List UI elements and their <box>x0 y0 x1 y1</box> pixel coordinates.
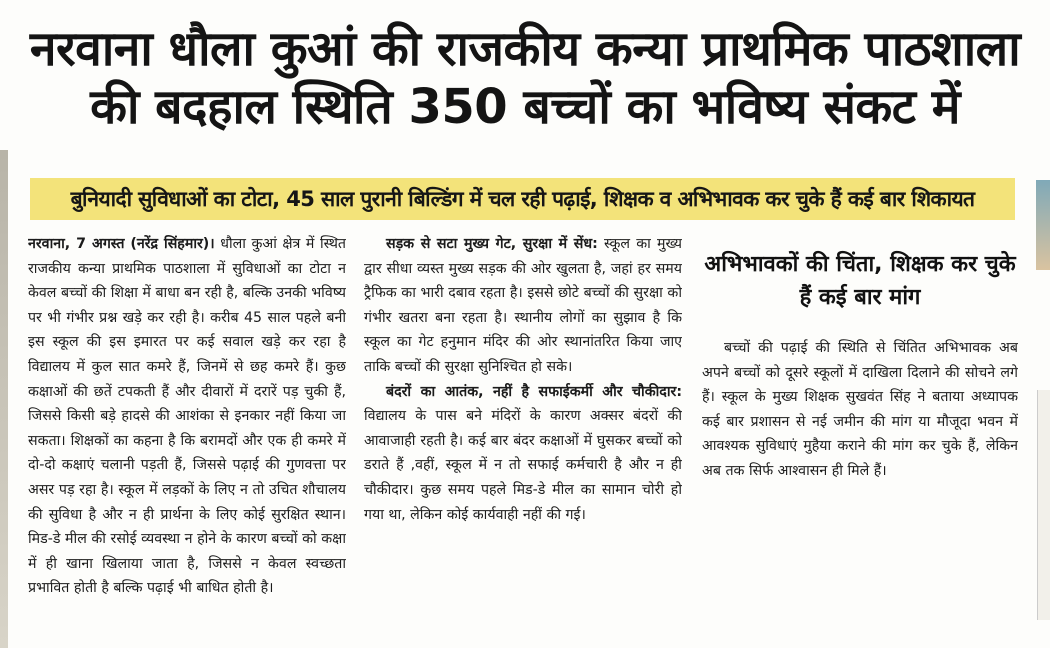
subheading-monkeys: बंदरों का आतंक, नहीं है सफाईकर्मी और चौकीदार: <box>386 383 682 400</box>
subheading-main-gate: सड़क से सटा मुख्य गेट, सुरक्षा में सेंध: <box>386 236 598 252</box>
adjacent-page-edge-left <box>0 150 8 648</box>
article-column-3 <box>702 232 1018 642</box>
subheadline-banner: बुनियादी सुविधाओं का टोटा, 45 साल पुरानी बिल्डिंग में चल रही पढ़ाई, शिक्षक व अभिभावक कर चुके हैं कई बार शिकायत <box>30 178 1015 220</box>
para-1-text: धौला कुआं क्षेत्र में स्थित राजकीय कन्या प्राथमिक पाठशाला में सुविधाओं का टोटा न केवल बच्चों की शिक्षा में बाधा बन रही है, बल्कि उनकी भविष्य पर भी गंभीर प्रश्न खड़े कर रही है। करीब 45 साल पहले बनी इस स्कूल की इस इमारत पर कई सवाल खड़े कर रहा है विद्यालय में कुल सात कमरे हैं, जिनमें से छह कमरे हैं। कुछ कक्षाओं की छतें टपकती हैं और दीवारों में दरारें पड़ चुकी हैं, जिससे किसी बड़े हादसे की आशंका से इनकार नहीं किया जा सकता। शिक्षकों का कहना है कि बरामदों और एक ही कमरे में दो-दो कक्षाएं चलानी पड़ती हैं, जिससे पढ़ाई की गुणवत्ता पर असर पड़ रहा है। स्कूल में लड़कों के लिए न तो उचित शौचालय की सुविधा है और न ही प्रार्थना के लिए कोई सुरक्षित स्थान। मिड-डे मील की रसोई व्यवस्था न होने के कारण बच्चों को कक्षा में ही खाना खिलाया जाता है, जिससे न केवल स्वच्छता प्रभावित होती है बल्कि पढ़ाई भी बाधित होती है। <box>28 236 346 597</box>
headline-line-2: की बदहाल स्थिति 350 बच्चों का भविष्य संकट में <box>90 79 960 135</box>
article-para-2 <box>364 232 682 380</box>
article-column-2 <box>364 232 682 642</box>
section-heading-parents: अभिभावकों की चिंता, शिक्षक कर चुके हैं कई बार मांग <box>704 252 1016 310</box>
article-column-1 <box>28 232 346 642</box>
adjacent-column-edge-right <box>1037 390 1050 620</box>
adjacent-photo-edge-right <box>1036 180 1050 270</box>
article-para-4: बच्चों की पढ़ाई की स्थिति से चिंतित अभिभावक अब अपने बच्चों को दूसरे स्कूलों में दाखिला दिलाने की सोचने लगे हैं। स्कूल के मुख्य शिक्षक सुखवंत सिंह ने बताया अध्यापक कई बार प्रशासन से नई जमीन की मांग या मौजूदा भवन में आवश्यक सुविधाएं मुहैया कराने की मांग कर चुके हैं, लेकिन अब तक सिर्फ आश्वासन ही मिले हैं। <box>702 340 1018 479</box>
para-3-text: विद्यालय के पास बने मंदिरों के कारण अक्सर बंदरों की आवाजाही रहती है। कई बार बंदर कक्षाओं में घुसकर बच्चों को डराते हैं ,वहीं, स्कूल में न तो सफाई कर्मचारी है और न ही चौकीदार। कुछ समय पहले मिड-डे मील का सामान चोरी हो गया था, लेकिन कोई कार्यवाही नहीं की गई। <box>364 408 682 523</box>
article-para-3 <box>364 380 682 528</box>
para-2-text: स्कूल का मुख्य द्वार सीधा व्यस्त मुख्य सड़क की ओर खुलता है, जहां हर समय ट्रैफिक का भारी दबाव रहता है। इससे छोटे बच्चों की सुरक्षा को गंभीर खतरा बना रहता है। स्थानीय लोगों का सुझाव है कि स्कूल का गेट हनुमान मंदिर की ओर स्थानांतरित किया जाए ताकि बच्चों की सुरक्षा सुनिश्चित हो सके। <box>364 236 682 375</box>
headline <box>20 20 1030 136</box>
headline-line-1: नरवाना धौला कुआं की राजकीय कन्या प्राथमिक पाठशाला <box>29 21 1021 77</box>
article-para-1 <box>28 232 346 601</box>
dateline: नरवाना, 7 अगस्त (नरेंद्र सिंहमार)। <box>28 236 215 252</box>
